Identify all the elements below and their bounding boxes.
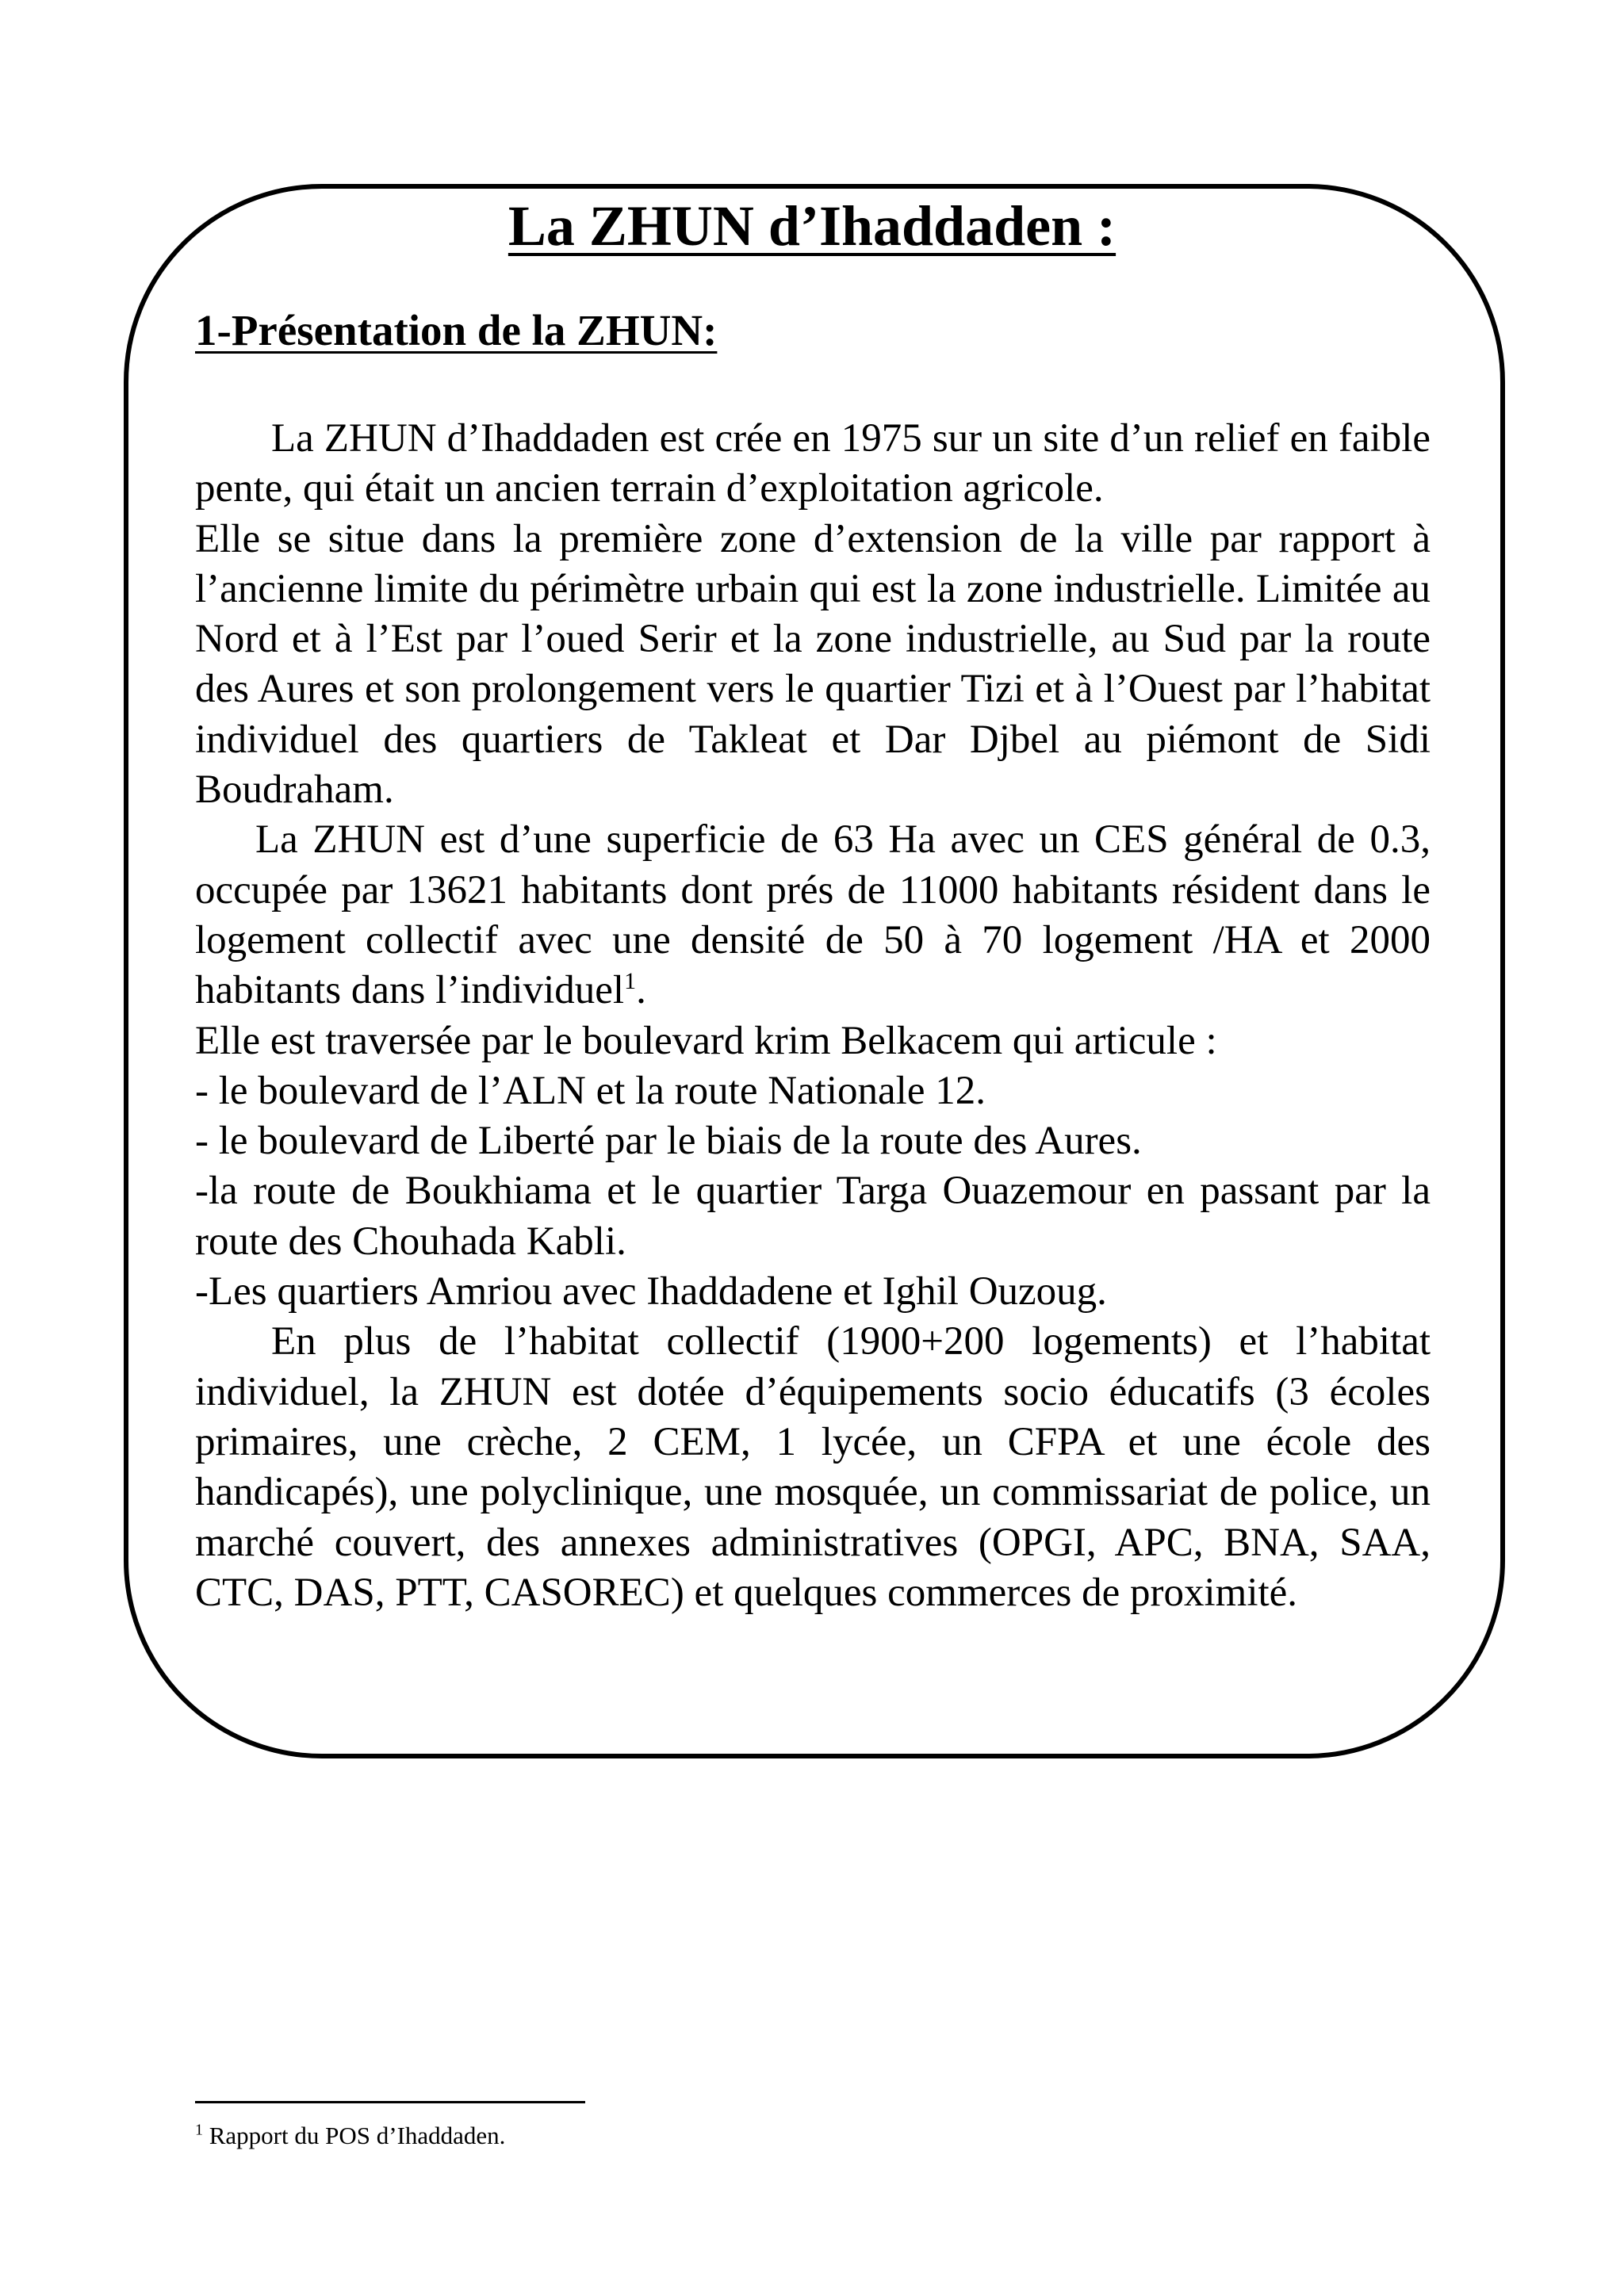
footnote-separator <box>195 2101 585 2103</box>
paragraph-superficie <box>195 815 1431 1016</box>
footnote-number: 1 <box>195 2121 203 2139</box>
paragraph-boulevard: Elle est traversée par le boulevard krim Belkacem qui articule : <box>195 1018 1217 1063</box>
footnote-reference[interactable]: 1 <box>624 968 637 995</box>
footnote-text: Rapport du POS d’Ihaddaden. <box>209 2122 506 2149</box>
paragraph-equipements: En plus de l’habitat collectif (1900+200 logements) et l’habitat individuel, la ZHUN est dotée d’équipements socio éducatifs (3 écoles primaires, une crèche, 2 CEM, 1 lycée, un CFPA et une école des handicapés), une polyclinique, une mosquée, un commissariat de police, un marché couvert, des annexes administratives (OPGI, APC, BNA, SAA, CTC, DAS, PTT, CASOREC) et quelques commerces de proximité. <box>195 1319 1431 1615</box>
list-item: -la route de Boukhiama et le quartier Targa Ouazemour en passant par la route des Chouhada Kabli. <box>195 1169 1431 1264</box>
paragraph-superficie-text: La ZHUN est d’une superficie de 63 Ha avec un CES général de 0.3, occupée par 13621 habitants dont prés de 11000 habitants résident dans le logement collectif avec une densité de 50 à 70 logement /HA et 2000 habitants dans l’individuel <box>195 817 1431 1013</box>
section-heading: 1-Présentation de la ZHUN: <box>195 306 718 354</box>
paragraph-superficie-end: . <box>636 968 646 1013</box>
paragraph-creation: La ZHUN d’Ihaddaden est crée en 1975 sur un site d’un relief en faible pente, qui était un ancien terrain d’exploitation agricole. <box>195 416 1431 511</box>
paragraph-location: Elle se situe dans la première zone d’extension de la ville par rapport à l’ancienne limite du périmètre urbain qui est la zone industrielle. Limitée au Nord et à l’Est par l’oued Serir et la zone industrielle, au Sud par la route des Aures et son prolongement vers le quartier Tizi et à l’Ouest par l’habitat individuel des quartiers de Takleat et Dar Djbel au piémont de Sidi Boudraham. <box>195 516 1431 813</box>
footnote <box>195 2120 505 2152</box>
list-item: - le boulevard de l’ALN et la route Nationale 12. <box>195 1068 986 1113</box>
list-item: - le boulevard de Liberté par le biais de la route des Aures. <box>195 1119 1142 1164</box>
body-text <box>195 414 1431 1618</box>
list-item: -Les quartiers Amriou avec Ihaddadene et Ighil Ouzoug. <box>195 1269 1107 1314</box>
page-title: La ZHUN d’Ihaddaden : <box>508 194 1116 258</box>
